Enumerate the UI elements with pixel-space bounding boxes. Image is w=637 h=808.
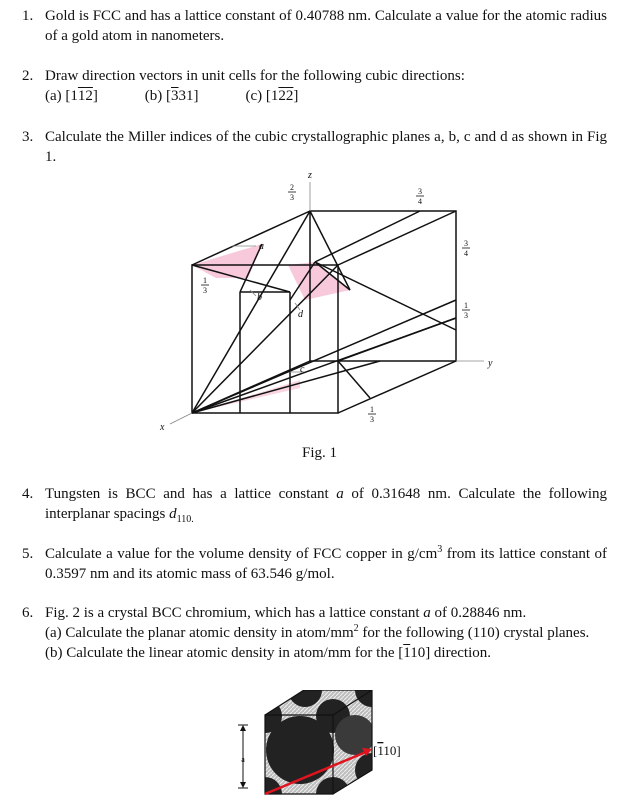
question-2 — [22, 66, 607, 106]
figure-1 — [150, 165, 510, 437]
question-5 — [22, 544, 607, 584]
arrow-up-icon — [240, 725, 246, 731]
fraction-num: 2 — [290, 183, 294, 192]
bcc-chromium-cell — [235, 690, 435, 802]
plane-d-shade — [288, 262, 350, 300]
direction-c: (c) [122] — [245, 88, 299, 104]
question-number: 5. — [22, 546, 34, 562]
edge — [338, 361, 456, 413]
fraction-den: 4 — [418, 197, 422, 206]
plane-line — [315, 211, 420, 262]
direction-list — [45, 86, 607, 106]
plane-line — [338, 361, 370, 398]
plane-b-label: b — [257, 292, 262, 303]
plane-line — [192, 361, 380, 413]
fraction-num: 1 — [464, 301, 468, 310]
a-label: a — [241, 755, 245, 764]
question-text: Gold is FCC and has a lattice constant of 0.40788 nm. Calculate a value for the atomic radius of a gold atom in nanometers. — [45, 8, 607, 44]
z-label: z — [308, 170, 312, 181]
leader — [250, 290, 256, 296]
x-axis — [170, 413, 192, 424]
plane-a-label: a — [259, 241, 264, 252]
question-4 — [22, 484, 607, 530]
question-number: 1. — [22, 8, 34, 24]
question-text: Calculate the Miller indices of the cubic crystallographic planes a, b, c and d as shown in Fig 1. — [45, 129, 607, 165]
plane-d-label: d — [298, 309, 303, 320]
question-text: Tungsten is BCC and has a lattice constant a of 0.31648 nm. Calculate the following interplanar spacings $d_{110.}$ — [45, 486, 607, 525]
figure-2 — [235, 690, 435, 802]
plane-line — [315, 262, 456, 330]
fraction-num: 3 — [418, 187, 422, 196]
direction-b: (b) [331] — [144, 88, 199, 104]
y-label: y — [488, 358, 493, 369]
direction-a: (a) [112] — [45, 88, 98, 104]
fraction-num: 1 — [203, 276, 207, 285]
fraction-num: 1 — [370, 405, 374, 414]
question-number: 6. — [22, 605, 34, 621]
fraction-den: 3 — [203, 286, 207, 295]
fraction-num: 3 — [464, 239, 468, 248]
plane-line — [192, 300, 456, 413]
fraction-den: 3 — [370, 415, 374, 424]
question-number: 3. — [22, 129, 34, 145]
question-text: Calculate a value for the volume density of FCC copper in $g/cm^3$ from its lattice constant of 0.3597 nm and its atomic mass of 63.546 g/mol. — [45, 544, 607, 582]
fraction-den: 3 — [464, 311, 468, 320]
question-3 — [22, 127, 607, 167]
direction-label: [110] — [373, 743, 401, 758]
x-label: x — [160, 422, 165, 433]
question-6 — [22, 603, 607, 663]
question-number: 2. — [22, 68, 34, 84]
fraction-den: 3 — [290, 193, 294, 202]
arrow-down-icon — [240, 782, 246, 788]
question-number: 4. — [22, 486, 34, 502]
figure-1-caption: Fig. 1 — [302, 445, 338, 461]
question-text: Fig. 2 is a crystal BCC chromium, which has a lattice constant a of 0.28846 nm. (a) Calculate the planar atomic density in atom/$mm^2$ for the following (110) crystal planes. (b) Calculate the linear atomic density in atom/mm for the [110] direction. — [45, 605, 590, 661]
plane-c-label: c — [300, 364, 305, 375]
fraction-den: 4 — [464, 249, 468, 258]
question-1 — [22, 6, 607, 46]
edge — [338, 211, 456, 265]
question-text: Draw direction vectors in unit cells for the following cubic directions: — [45, 68, 465, 84]
crystal-planes-diagram — [150, 165, 510, 437]
